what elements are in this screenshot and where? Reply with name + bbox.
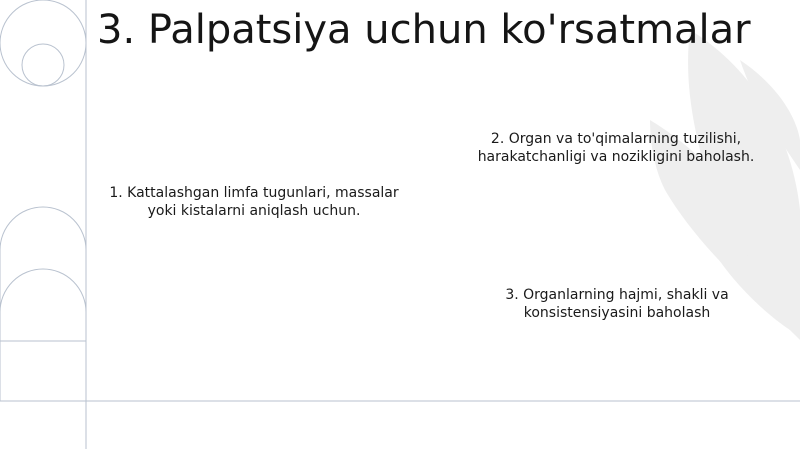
indication-point-3: 3. Organlarning hajmi, shakli va konsistensiyasini baholash bbox=[505, 287, 729, 321]
slide-title: 3. Palpatsiya uchun ko'rsatmalar bbox=[97, 7, 751, 53]
indication-point-1: 1. Kattalashgan limfa tugunlari, massalar yoki kistalarni aniqlash uchun. bbox=[109, 185, 399, 219]
indication-point-2: 2. Organ va to'qimalarning tuzilishi, harakatchanligi va nozikligini baholash. bbox=[477, 131, 755, 165]
